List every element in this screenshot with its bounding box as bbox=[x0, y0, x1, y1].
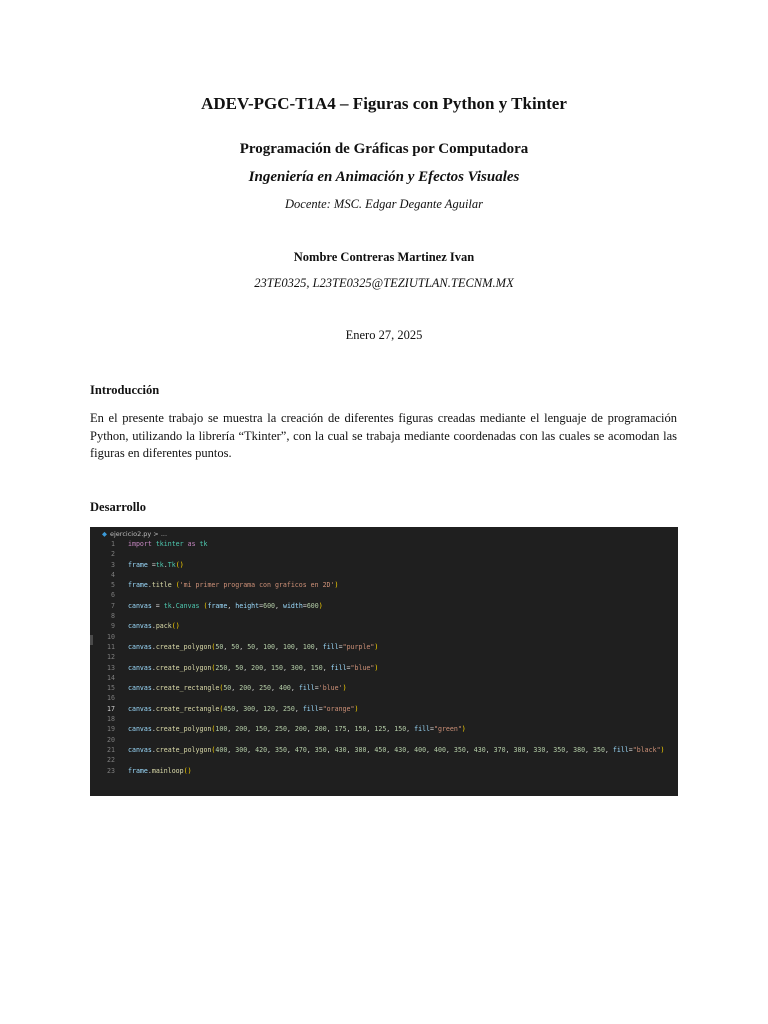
line-number: 22 bbox=[107, 756, 115, 765]
document-title: ADEV-PGC-T1A4 – Figuras con Python y Tkinter bbox=[201, 94, 567, 113]
line-number: 11 bbox=[107, 642, 115, 651]
line-number: 7 bbox=[111, 601, 115, 610]
line-number: 10 bbox=[107, 632, 115, 641]
code-line bbox=[90, 674, 678, 684]
intro-paragraph: En el presente trabajo se muestra la creación de diferentes figuras creadas mediante el lenguaje de programación Python, utilizando la librería “Tkinter”, con la cual se trabaja mediante coordenadas con las cuales se acomodan las figuras en diferentes puntos. bbox=[90, 411, 677, 460]
line-code: canvas.create_polygon(100, 200, 150, 250, 200, 200, 175, 150, 125, 150, fill="green") bbox=[128, 725, 466, 734]
code-line bbox=[90, 736, 678, 746]
line-number: 23 bbox=[107, 766, 115, 775]
document-date: Enero 27, 2025 bbox=[345, 328, 423, 342]
code-line bbox=[90, 767, 678, 777]
line-code: canvas.create_polygon(50, 50, 50, 100, 100, 100, fill="purple") bbox=[128, 642, 379, 651]
line-number: 6 bbox=[111, 591, 115, 600]
code-line bbox=[90, 561, 678, 571]
code-line bbox=[90, 612, 678, 622]
line-number: 16 bbox=[107, 694, 115, 703]
course-name: Programación de Gráficas por Computadora bbox=[239, 141, 529, 157]
line-code: canvas.create_rectangle(50, 200, 250, 400, fill='blue') bbox=[128, 684, 347, 693]
line-code: canvas.pack() bbox=[128, 622, 180, 631]
code-line bbox=[90, 540, 678, 550]
breadcrumb-text: ejercicio2.py > ... bbox=[110, 530, 168, 538]
code-line bbox=[90, 581, 678, 591]
student-id-email: 23TE0325, L23TE0325@TEZIUTLAN.TECNM.MX bbox=[254, 276, 514, 290]
code-line bbox=[90, 591, 678, 601]
line-code: frame.mainloop() bbox=[128, 766, 192, 775]
code-line bbox=[90, 725, 678, 735]
line-number: 18 bbox=[107, 715, 115, 724]
code-line bbox=[90, 664, 678, 674]
line-number: 5 bbox=[111, 581, 115, 590]
line-number: 3 bbox=[111, 560, 115, 569]
code-line bbox=[90, 694, 678, 704]
line-number: 21 bbox=[107, 745, 115, 754]
code-line bbox=[90, 653, 678, 663]
code-line bbox=[90, 715, 678, 725]
code-line bbox=[90, 684, 678, 694]
code-line bbox=[90, 633, 678, 643]
line-number: 13 bbox=[107, 663, 115, 672]
code-line bbox=[90, 571, 678, 581]
degree-name: Ingeniería en Animación y Efectos Visuales bbox=[248, 169, 520, 185]
line-code: canvas.create_polygon(250, 50, 200, 150, 300, 150, fill="blue") bbox=[128, 663, 379, 672]
line-number: 1 bbox=[111, 540, 115, 548]
code-line bbox=[90, 550, 678, 560]
code-line bbox=[90, 602, 678, 612]
line-number: 8 bbox=[111, 612, 115, 621]
development-heading: Desarrollo bbox=[90, 500, 147, 514]
editor-breadcrumb bbox=[102, 530, 167, 538]
student-name: Nombre Contreras Martinez Ivan bbox=[293, 250, 475, 264]
line-number: 17 bbox=[107, 704, 115, 713]
code-lines bbox=[90, 540, 678, 777]
teacher-name: Docente: MSC. Edgar Degante Aguilar bbox=[285, 197, 483, 211]
line-code: canvas.create_rectangle(450, 300, 120, 250, fill="orange") bbox=[128, 704, 359, 713]
line-number: 19 bbox=[107, 725, 115, 734]
line-number: 2 bbox=[111, 550, 115, 559]
line-number: 14 bbox=[107, 673, 115, 682]
line-number: 20 bbox=[107, 735, 115, 744]
line-number: 15 bbox=[107, 684, 115, 693]
line-number: 9 bbox=[111, 622, 115, 631]
line-number: 12 bbox=[107, 653, 115, 662]
line-code: canvas = tk.Canvas (frame, height=600, width=600) bbox=[128, 601, 323, 610]
code-screenshot bbox=[90, 527, 678, 796]
code-line bbox=[90, 746, 678, 756]
line-number: 4 bbox=[111, 570, 115, 579]
code-line bbox=[90, 643, 678, 653]
code-line bbox=[90, 756, 678, 766]
line-code: import tkinter as tk bbox=[128, 540, 208, 548]
code-line bbox=[90, 622, 678, 632]
line-code: frame.title ('mi primer programa con graficos en 2D') bbox=[128, 581, 339, 590]
python-file-icon: ◆ bbox=[102, 530, 107, 538]
intro-heading: Introducción bbox=[90, 383, 160, 397]
line-code: frame =tk.Tk() bbox=[128, 560, 184, 569]
code-line bbox=[90, 705, 678, 715]
line-code: canvas.create_polygon(400, 300, 420, 350, 470, 350, 430, 380, 450, 430, 400, 400, 350, 430, 370, 380, 330, 350, 380, 350, fill="black") bbox=[128, 745, 665, 754]
